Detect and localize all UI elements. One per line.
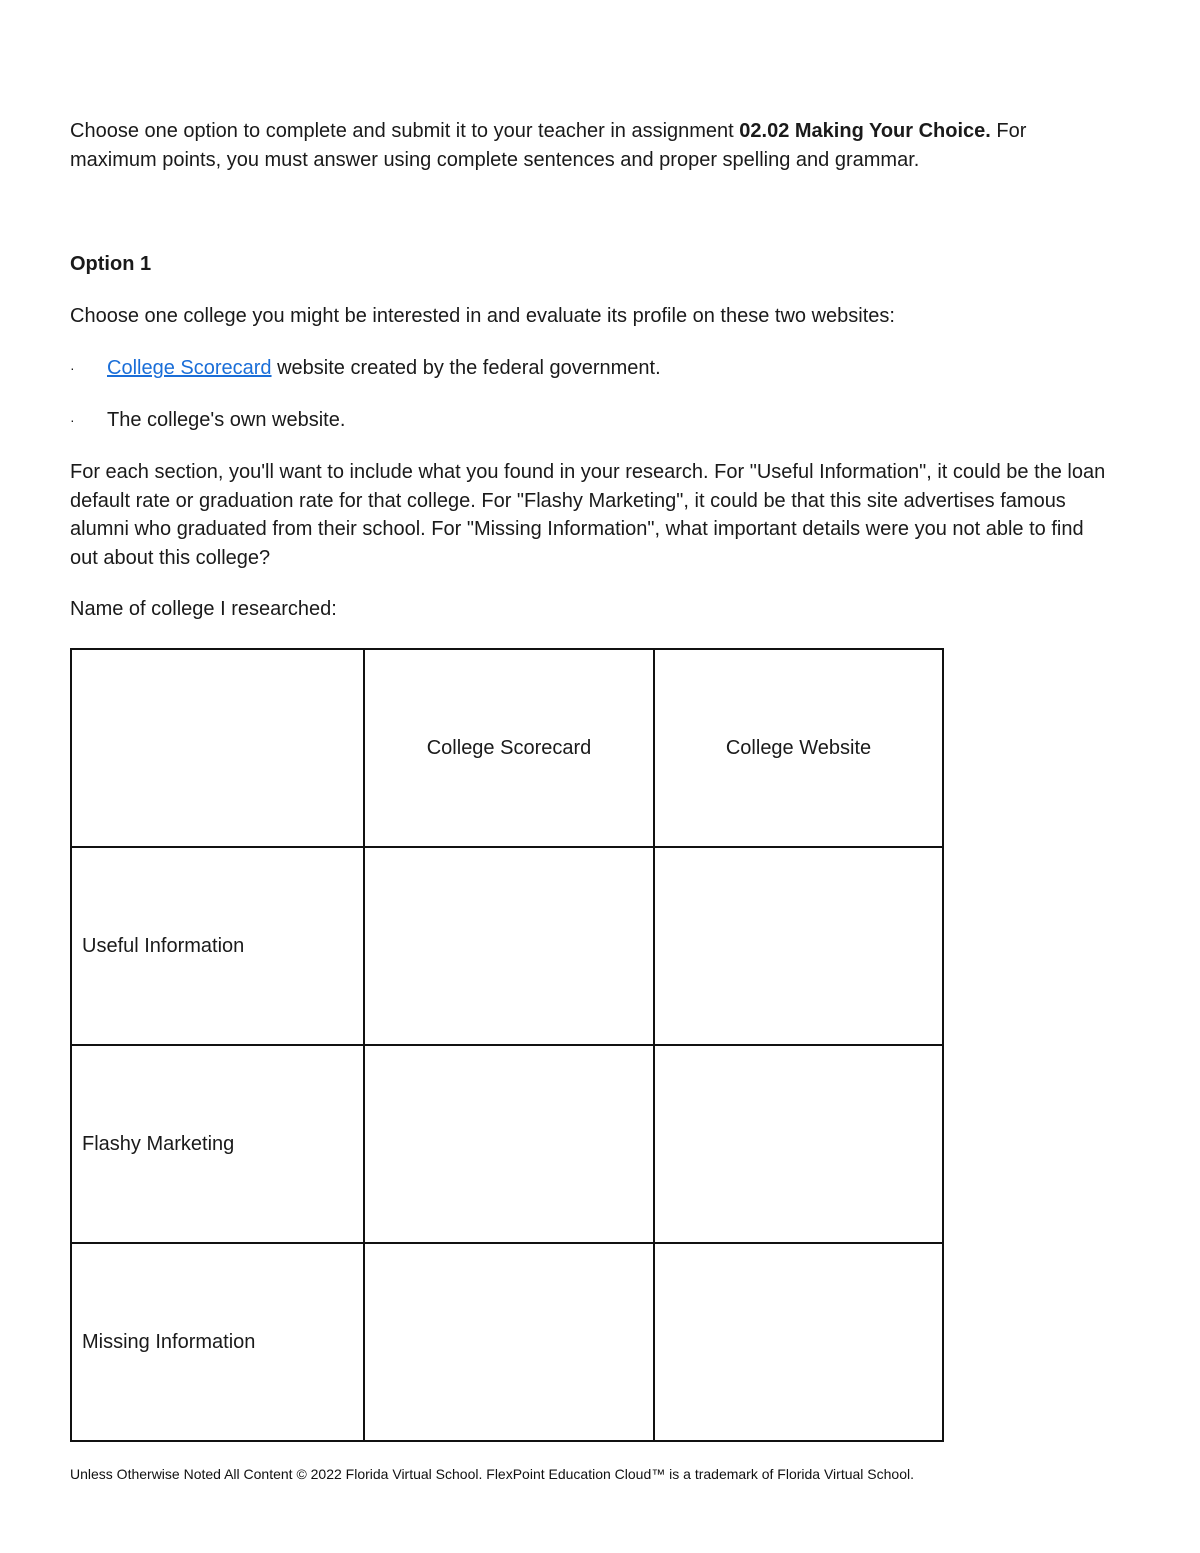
bullet-text-rest: website created by the federal government.	[271, 357, 661, 379]
bullet-text: The college's own website.	[107, 409, 346, 431]
column-header-college-website: College Website	[654, 649, 943, 847]
answer-cell-scorecard[interactable]	[364, 847, 654, 1045]
college-scorecard-link[interactable]: College Scorecard	[107, 357, 272, 379]
bullet-marker: ·	[70, 412, 75, 428]
column-header-college-scorecard: College Scorecard	[364, 649, 654, 847]
table-row	[71, 847, 943, 1045]
row-label-flashy-marketing: Flashy Marketing	[71, 1045, 364, 1243]
answer-cell-website[interactable]	[654, 1243, 943, 1441]
table-corner-cell[interactable]	[71, 649, 364, 847]
row-label-useful-information: Useful Information	[71, 847, 364, 1045]
bullet-text	[107, 354, 661, 383]
section-help-paragraph: For each section, you'll want to include what you found in your research. For "Useful Information", it could be the loan default rate or graduation rate for that college. For "Flashy Marketing", it could be that this site advertises famous alumni who graduated from their school. For "Missing Information", what important details were you not able to find out about this college?	[70, 461, 1106, 569]
table-header-row	[71, 649, 943, 847]
table-row	[71, 1045, 943, 1243]
intro-text-before: Choose one option to complete and submit it to your teacher in assignment	[70, 120, 740, 142]
intro-text-after: For maximum points, you must answer using complete sentences and proper spelling and grammar.	[70, 120, 1027, 171]
evaluation-table	[70, 648, 944, 1442]
answer-cell-scorecard[interactable]	[364, 1045, 654, 1243]
answer-cell-scorecard[interactable]	[364, 1243, 654, 1441]
assignment-name: 02.02 Making Your Choice.	[739, 120, 991, 142]
option-prompt: Choose one college you might be interested in and evaluate its profile on these two websites:	[70, 305, 895, 327]
option-heading: Option 1	[70, 253, 152, 275]
bullet-marker: ·	[70, 360, 75, 376]
intro-paragraph	[70, 117, 1115, 174]
copyright-footer: Unless Otherwise Noted All Content © 2022 Florida Virtual School. FlexPoint Education Cloud™ is a trademark of Florida Virtual School.	[70, 1466, 914, 1482]
answer-cell-website[interactable]	[654, 847, 943, 1045]
row-label-missing-information: Missing Information	[71, 1243, 364, 1441]
college-name-label: Name of college I researched:	[70, 598, 337, 620]
table-row	[71, 1243, 943, 1441]
answer-cell-website[interactable]	[654, 1045, 943, 1243]
